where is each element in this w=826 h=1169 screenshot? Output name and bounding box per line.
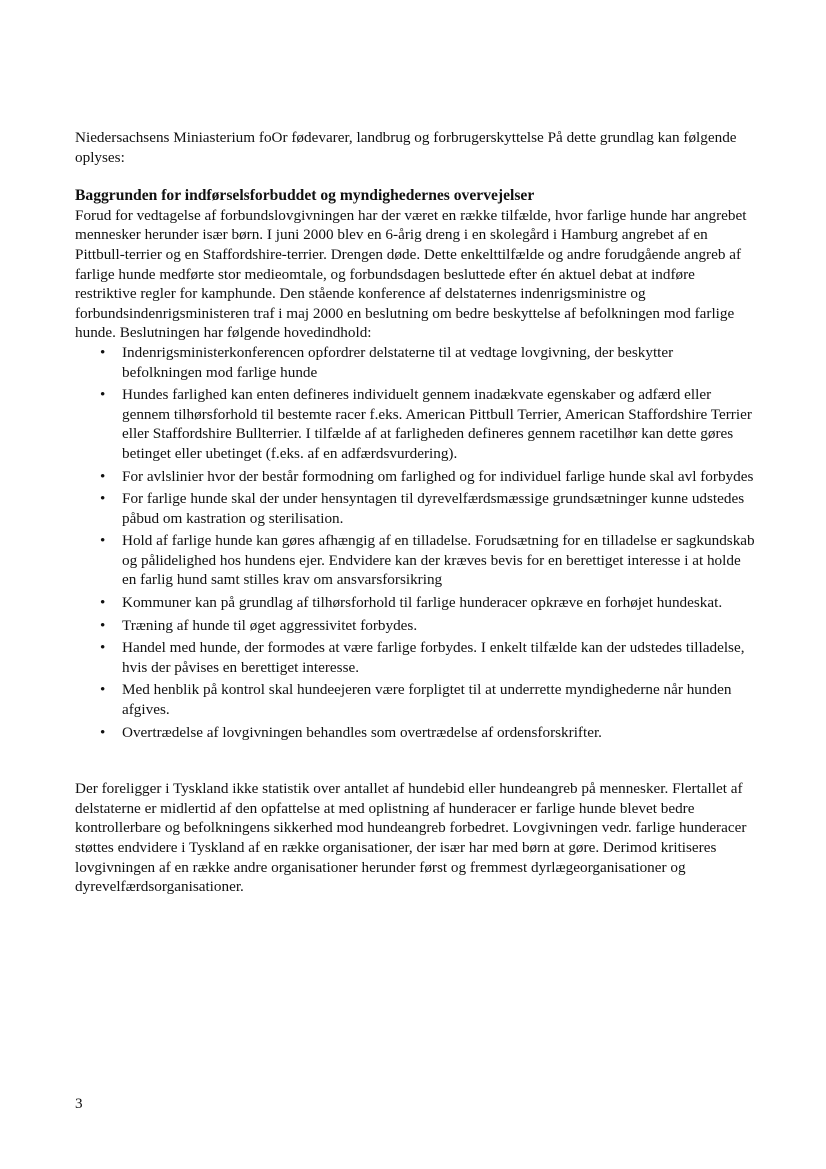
list-item-text: Handel med hunde, der formodes at være farlige forbydes. I enkelt tilfælde kan der udstedes tilladelse, hvis der påvises en berettiget interesse. bbox=[122, 639, 745, 676]
list-item-text: Hold af farlige hunde kan gøres afhængig af en tilladelse. Forudsætning for en tilladelse er sagkundskab og pålidelighed hos hundens ejer. Endvidere kan der kræves bevis for en berettiget interesse i at holde en farlig hund samt stilles krav om ansvarsforsikring bbox=[122, 532, 755, 589]
list-item bbox=[75, 489, 755, 528]
list-item-text: For farlige hunde skal der under hensyntagen til dyrevelfærdsmæssige grundsætninger kunne udstedes påbud om kastration og sterilisation. bbox=[122, 490, 745, 527]
bullet-icon: • bbox=[100, 343, 106, 361]
list-item bbox=[75, 343, 755, 382]
body-paragraph: Forud for vedtagelse af forbundslovgivningen har der været en række tilfælde, hvor farlige hunde har angrebet mennesker herunder især børn. I juni 2000 blev en 6-årig dreng i en skolegård i Hamburg angrebet af en Pittbull-terrier og en Staffordshire-terrier. Drengen døde. Dette enkelttilfælde og andre forudgående angreb af farlige hunde medførte stor medieomtale, og forbundsdagen besluttede efter én aktuel debat at indføre restriktive regler for kamphunde. Den stående konference af delstaternes indenrigsministre og forbundsindenrigsministeren traf i maj 2000 en beslutning om bedre beskyttelse af befolkningen mod farlige hunde. Beslutningen har følgende hovedindhold: bbox=[75, 206, 747, 342]
page-number: 3 bbox=[75, 1095, 83, 1112]
list-item bbox=[75, 385, 755, 463]
list-item-text: Kommuner kan på grundlag af tilhørsforhold til farlige hunderacer opkræve en forhøjet hundeskat. bbox=[122, 594, 723, 612]
list-item bbox=[75, 638, 755, 677]
list-item-text: Overtrædelse af lovgivningen behandles som overtrædelse af ordensforskrifter. bbox=[122, 723, 602, 741]
list-item bbox=[75, 593, 755, 613]
list-item-text: Indenrigsministerkonferencen opfordrer delstaterne til at vedtage lovgivning, der beskytter befolkningen mod farlige hunde bbox=[122, 343, 674, 381]
list-item-text: For avlslinier hvor der består formodning om farlighed og for individuel farlige hunde skal avl forbydes bbox=[122, 467, 754, 485]
bullet-icon: • bbox=[100, 681, 106, 699]
bullet-icon: • bbox=[100, 532, 106, 550]
list-item bbox=[75, 531, 755, 590]
list-item-text: Træning af hunde til øget aggressivitet forbydes. bbox=[122, 616, 418, 634]
intro-paragraph: Niedersachsens Miniasterium foOr fødevarer, landbrug og forbrugerskyttelse På dette grundlag kan følgende oplyses: bbox=[75, 129, 737, 166]
document-page bbox=[75, 128, 755, 897]
list-item bbox=[75, 616, 755, 636]
bullet-icon: • bbox=[100, 594, 106, 612]
closing-paragraph: Der foreligger i Tyskland ikke statistik over antallet af hundebid eller hundeangreb på mennesker. Flertallet af delstaterne er midlertid af den opfattelse at med oplistning af hunderacer er farlige hunde blevet bedre kontrollerbare og befolkningens sikkerhed mod hundeangreb forbedret. Lovgivningen vedr. farlige hunderacer støttes endvidere i Tyskland af en række organisationer, der især har med børn at gøre. Derimod kritiseres lovgivningen af en række andre organisationer herunder først og fremmest dyrlægeorganisationer og dyrevelfærdsorganisationer. bbox=[75, 780, 747, 896]
list-item-text: Med henblik på kontrol skal hundeejeren være forpligtet til at underrette myndighederne når hunden afgives. bbox=[122, 681, 732, 719]
list-item-text: Hundes farlighed kan enten defineres individuelt gennem inadækvate egenskaber og adfærd eller gennem tilhørsforhold til bestemte racer f.eks. American Pittbull Terrier, American Staffordshire Terrier eller Staffordshire Bullterrier. I tilfælde af at farligheden defineres gennem racetilhør kan dette gøres betinget eller ubetinget (f.eks. af en adfærdsvurdering). bbox=[122, 386, 752, 462]
list-item bbox=[75, 680, 755, 719]
bullet-icon: • bbox=[100, 386, 106, 404]
bullet-icon: • bbox=[100, 467, 106, 485]
list-item bbox=[75, 723, 755, 743]
bullet-icon: • bbox=[100, 616, 106, 634]
bullet-icon: • bbox=[100, 490, 106, 508]
bullet-icon: • bbox=[100, 723, 106, 741]
bullet-icon: • bbox=[100, 639, 106, 657]
section-heading: Baggrunden for indførselsforbuddet og myndighedernes overvejelser bbox=[75, 187, 535, 205]
bullet-list bbox=[75, 343, 755, 742]
list-item bbox=[75, 467, 755, 487]
